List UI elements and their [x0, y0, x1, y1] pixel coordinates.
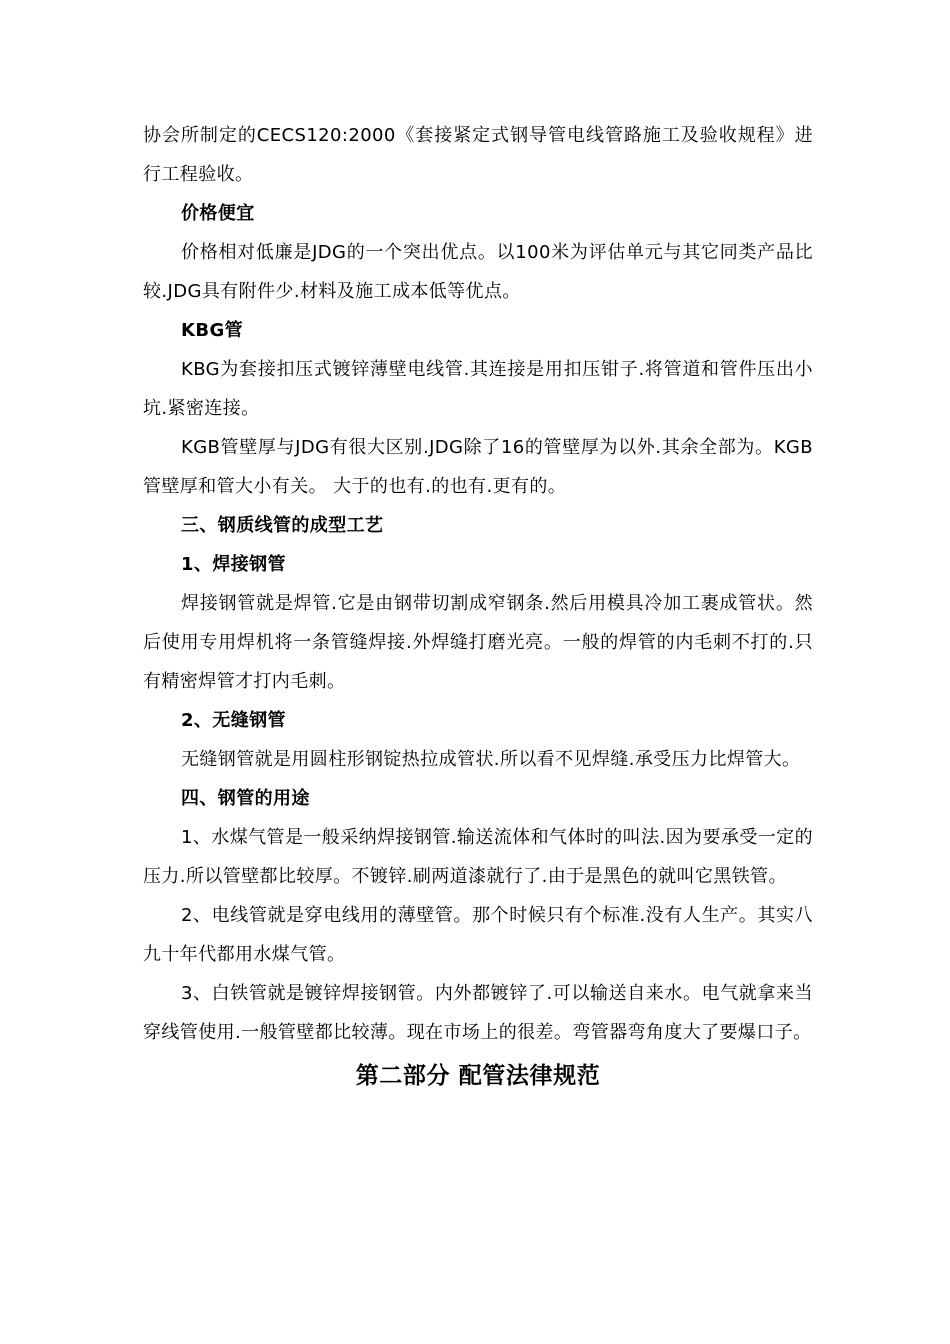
heading-kbg-pipe: KBG管 [181, 320, 244, 341]
heading-seamless-steel-pipe: 2、无缝钢管 [181, 710, 286, 731]
paragraph-kbg-wall-thickness: KGB管壁厚与JDG有很大区别.JDG除了16的管壁厚为以外.其余全部为。KGB管壁厚和管大小有关。 大于的也有.的也有.更有的。 [143, 437, 813, 497]
paragraph-low-price: 价格相对低廉是JDG的一个突出优点。以100米为评估单元与其它同类产品比较.JDG具有附件少.材料及施工成本低等优点。 [143, 242, 813, 302]
heading-section-pipe-uses: 四、钢管的用途 [181, 788, 310, 809]
part-two-title: 第二部分 配管法律规范 [355, 1063, 601, 1089]
heading-section-forming-process: 三、钢质线管的成型工艺 [181, 515, 384, 536]
paragraph-seamless-steel-pipe: 无缝钢管就是用圆柱形钢锭热拉成管状.所以看不见焊缝.承受压力比焊管大。 [181, 749, 801, 770]
document-body [143, 116, 813, 1096]
paragraph-use-galvanized-pipe: 3、白铁管就是镀锌焊接钢管。内外都镀锌了.可以输送自来水。电气就拿来当穿线管使用.一般管壁都比较薄。现在市场上的很差。弯管器弯角度大了要爆口子。 [143, 983, 813, 1043]
paragraph-use-conduit: 2、电线管就是穿电线用的薄壁管。那个时候只有个标准.没有人生产。其实八九十年代都用水煤气管。 [143, 905, 813, 965]
paragraph-welded-steel-pipe: 焊接钢管就是焊管.它是由钢带切割成窄钢条.然后用模具冷加工裹成管状。然后使用专用焊机将一条管缝焊接.外焊缝打磨光亮。一般的焊管的内毛刺不打的.只有精密焊管才打内毛刺。 [143, 593, 813, 692]
paragraph-cecs-acceptance: 协会所制定的CECS120:2000《套接紧定式钢导管电线管路施工及验收规程》进行工程验收。 [143, 125, 813, 185]
heading-low-price: 价格便宜 [181, 203, 255, 224]
paragraph-kbg-definition: KBG为套接扣压式镀锌薄壁电线管.其连接是用扣压钳子.将管道和管件压出小坑.紧密连接。 [143, 359, 813, 419]
paragraph-use-gas-pipe: 1、水煤气管是一般采纳焊接钢管.输送流体和气体时的叫法.因为要承受一定的压力.所以管壁都比较厚。不镀锌.刷两道漆就行了.由于是黑色的就叫它黑铁管。 [143, 827, 813, 887]
heading-welded-steel-pipe: 1、焊接钢管 [181, 554, 286, 575]
